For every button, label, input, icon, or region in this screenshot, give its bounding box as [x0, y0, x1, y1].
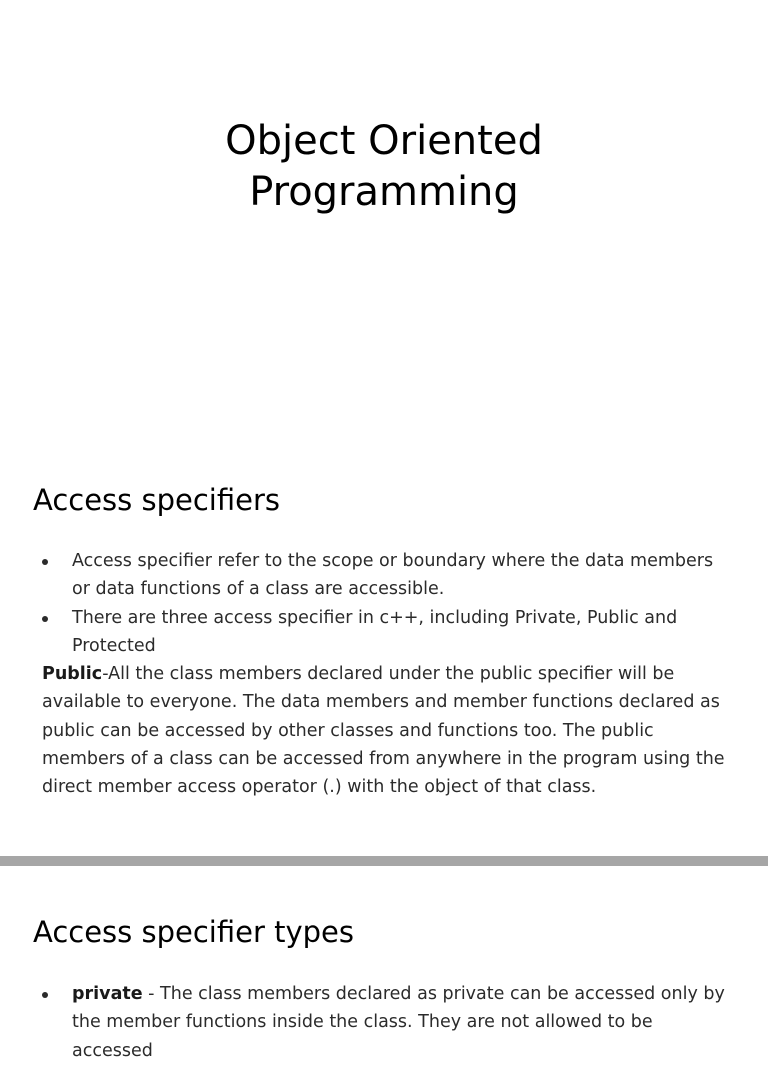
list-item [42, 604, 728, 661]
list-item-text: There are three access specifier in c++, including Private, Public and Protected [72, 607, 678, 656]
bullet-icon [42, 992, 48, 998]
slide-title [0, 116, 768, 218]
bullet-icon [42, 559, 48, 565]
title-slide [0, 0, 768, 430]
bullet-icon [42, 616, 48, 622]
access-specifiers-slide [0, 432, 768, 856]
list-item [42, 547, 728, 604]
title-line-1: Object Oriented [225, 118, 543, 164]
slide-heading: Access specifiers [33, 483, 280, 517]
bullet-list [42, 980, 728, 1065]
slide-content [42, 547, 728, 802]
bullet-list [42, 547, 728, 660]
private-term: private [72, 984, 143, 1004]
slide-divider [0, 856, 768, 866]
public-paragraph [42, 660, 728, 801]
slide-content [42, 980, 728, 1065]
list-item-text: Access specifier refer to the scope or boundary where the data members or data functions of a class are accessible. [72, 551, 714, 600]
private-description: - The class members declared as private can be accessed only by the member functions inside the class. They are not allowed to be accessed [72, 984, 725, 1061]
slide-heading: Access specifier types [33, 915, 354, 949]
title-line-2: Programming [249, 169, 519, 215]
public-term: Public [42, 664, 103, 685]
public-description: -All the class members declared under the public specifier will be available to everyone. The data members and member functions declared as public can be accessed by other classes and functions too. The public members of a class can be accessed from anywhere in the program using the direct member access operator (.) with the object of that class. [42, 664, 725, 798]
list-item [42, 980, 728, 1065]
access-specifier-types-slide [0, 866, 768, 1061]
